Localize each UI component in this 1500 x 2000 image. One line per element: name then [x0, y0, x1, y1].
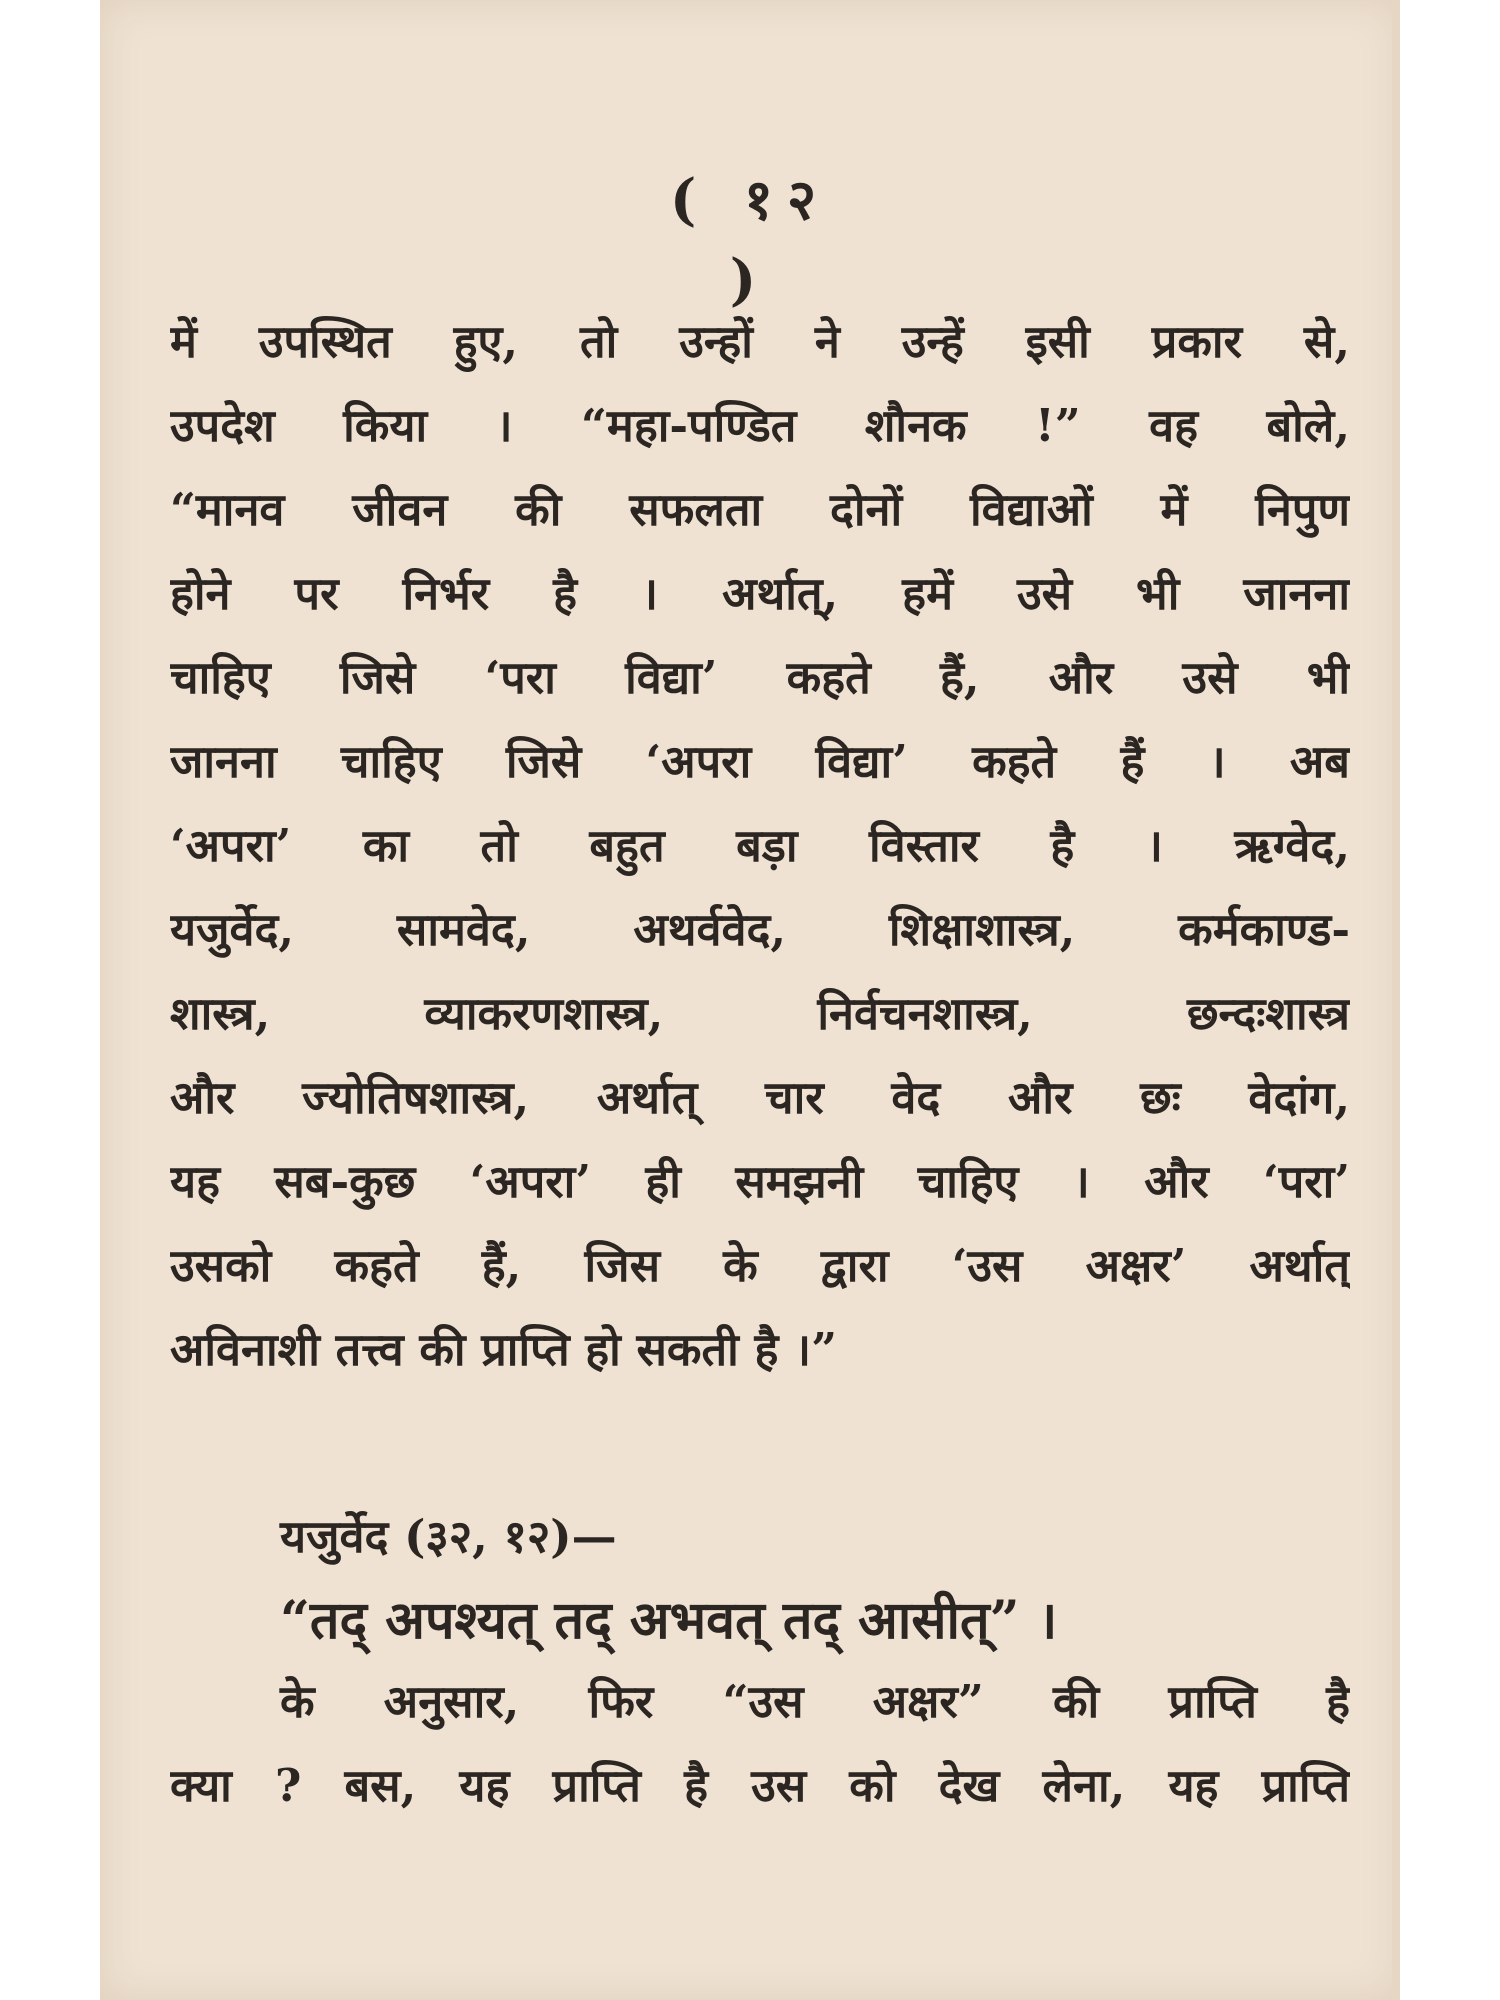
text-line: ‘अपरा’ का तो बहुत बड़ा विस्तार है । ऋग्वेद,	[170, 819, 1350, 872]
text-line: में उपस्थित हुए, तो उन्हों ने उन्हें इसी प्रकार से,	[170, 315, 1350, 368]
verse-citation	[170, 1495, 1350, 1663]
text-line: उपदेश किया । “महा-पण्डित शौनक !” वह बोले,	[170, 399, 1350, 452]
text-line: जानना चाहिए जिसे ‘अपरा विद्या’ कहते हैं । अब	[170, 735, 1350, 788]
text-line: अविनाशी तत्त्व की प्राप्ति हो सकती है ।”	[170, 1323, 837, 1376]
verse-reference: यजुर्वेद (३२, १२)—	[280, 1510, 617, 1563]
text-line: शास्त्र, व्याकरणशास्त्र, निर्वचनशास्त्र, छन्दःशास्त्र	[170, 987, 1350, 1040]
text-line: यह सब-कुछ ‘अपरा’ ही समझनी चाहिए । और ‘परा’	[170, 1155, 1350, 1208]
text-line: “मानव जीवन की सफलता दोनों विद्याओं में निपुण	[170, 483, 1350, 536]
text-line: यजुर्वेद, सामवेद, अथर्ववेद, शिक्षाशास्त्र, कर्मकाण्ड-	[170, 903, 1350, 956]
text-line: होने पर निर्भर है । अर्थात्, हमें उसे भी जानना	[170, 567, 1350, 620]
text-line: क्या ? बस, यह प्राप्ति है उस को देख लेना, यह प्राप्ति	[170, 1759, 1350, 1812]
text-line: चाहिए जिसे ‘परा विद्या’ कहते हैं, और उसे भी	[170, 651, 1350, 704]
paragraph-1	[170, 300, 1350, 1392]
verse-quote: “तद् अपश्यत् तद् अभवत् तद् आसीत्” ।	[280, 1590, 1058, 1651]
text-line: उसको कहते हैं, जिस के द्वारा ‘उस अक्षर’ अर्थात्	[170, 1239, 1350, 1292]
page-number: ( १२ )	[669, 167, 831, 313]
paragraph-2	[170, 1660, 1350, 1828]
text-line: और ज्योतिषशास्त्र, अर्थात् चार वेद और छः वेदांग,	[170, 1071, 1350, 1124]
text-line: के अनुसार, फिर “उस अक्षर” की प्राप्ति है	[280, 1675, 1350, 1728]
